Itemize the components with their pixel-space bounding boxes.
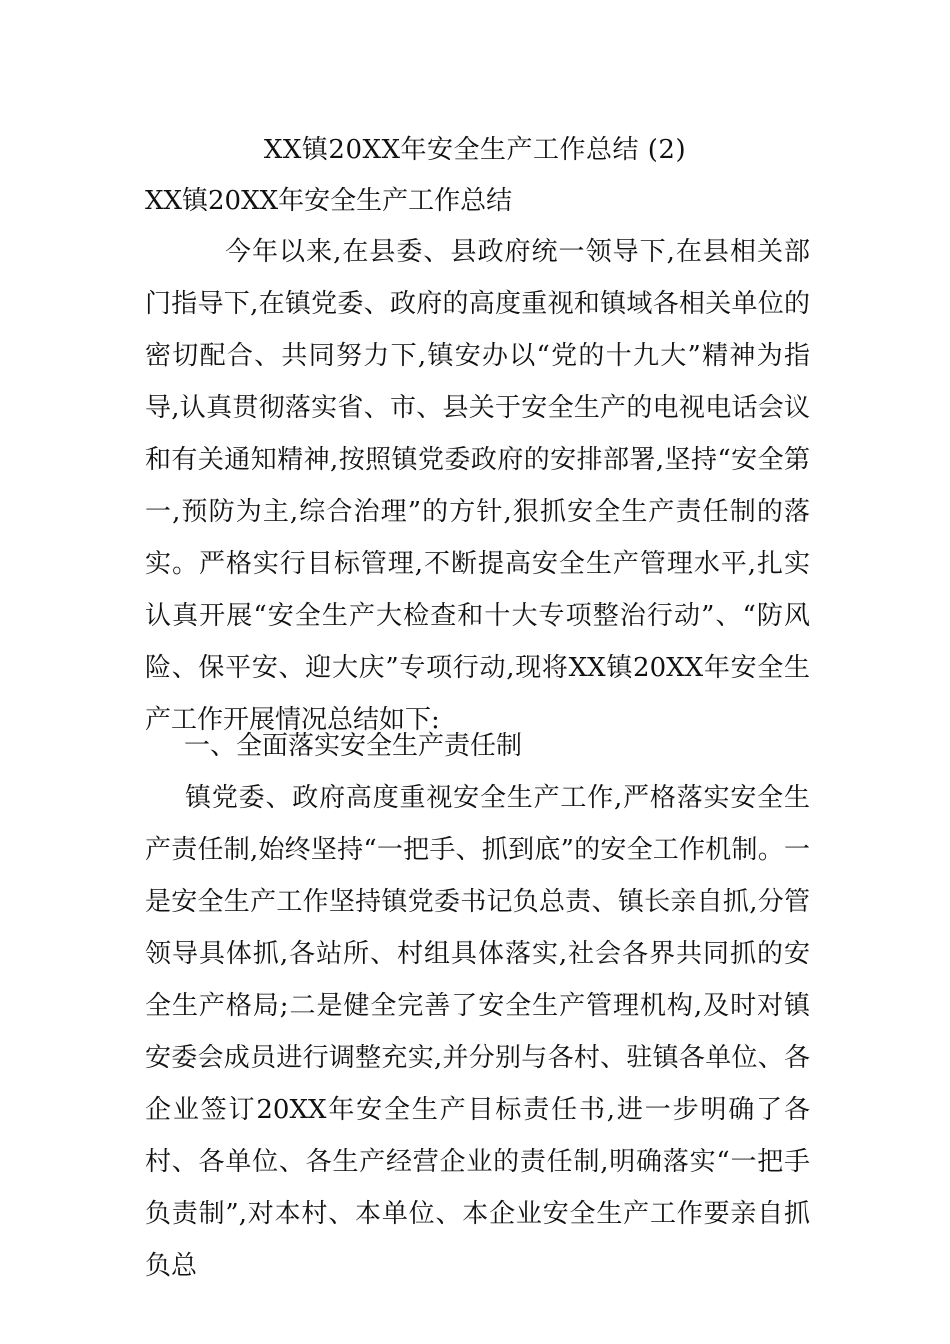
document-title: XX镇20XX年安全生产工作总结 (2) (263, 135, 687, 165)
paragraph-section-1: 镇党委、政府高度重视安全生产工作,严格落实安全生产责任制,始终坚持“一把手、抓到底”的安全工作机制。一是安全生产工作坚持镇党委书记负总责、镇长亲自抓,分管领导具体抓,各站所、村组具体落实,社会各界共同抓的安全生产格局;二是健全完善了安全生产管理机构,及时对镇安委会成员进行调整充实,并分别与各村、驻镇各单位、各企业签订20XX年安全生产目标责任书,进一步明确了各村、各单位、各生产经营企业的责任制,明确落实“一把手负责制”,对本村、本单位、本企业安全生产工作要亲自抓负总 (145, 783, 810, 1281)
document-subtitle: XX镇20XX年安全生产工作总结 (145, 186, 513, 216)
paragraph-intro: 今年以来,在县委、县政府统一领导下,在县相关部门指导下,在镇党委、政府的高度重视和镇域各相关单位的密切配合、共同努力下,镇安办以“党的十九大”精神为指导,认真贯彻落实省、市、县关于安全生产的电视电话会议和有关通知精神,按照镇党委政府的安排部署,坚持“安全第一,预防为主,综合治理”的方针,狠抓安全生产责任制的落实。严格实行目标管理,不断提高安全生产管理水平,扎实认真开展“安全生产大检查和十大专项整治行动”、“防风险、保平安、迎大庆”专项行动,现将XX镇20XX年安全生产工作开展情况总结如下: (145, 237, 810, 735)
section-heading-1: 一、全面落实安全生产责任制 (184, 731, 523, 761)
